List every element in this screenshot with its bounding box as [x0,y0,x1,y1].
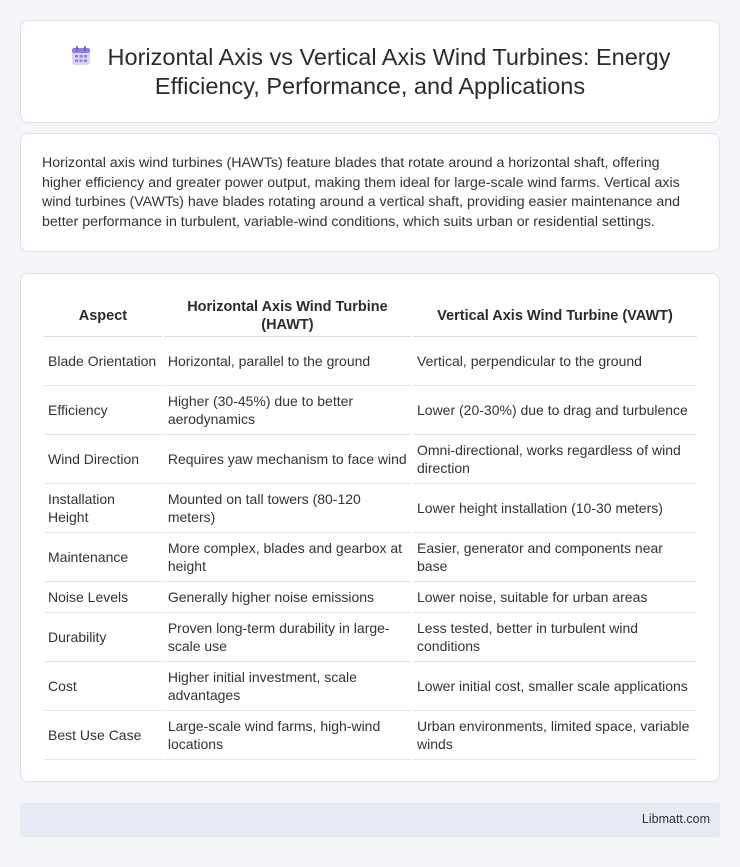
aspect-cell: Wind Direction [44,435,162,484]
aspect-cell: Maintenance [44,533,162,582]
aspect-cell: Cost [44,662,162,711]
vawt-cell: Lower height installation (10-30 meters) [413,484,697,533]
aspect-cell: Installation Height [44,484,162,533]
hawt-cell: Mounted on tall towers (80-120 meters) [164,484,411,533]
table-row [44,337,697,386]
footer-site-link[interactable]: Libmatt.com [641,812,710,826]
hawt-cell: Horizontal, parallel to the ground [164,337,411,386]
aspect-cell: Best Use Case [44,711,162,760]
table-row [44,533,697,582]
hawt-cell: Generally higher noise emissions [164,582,411,613]
page-title [61,43,679,101]
table-row [44,435,697,484]
table-row [44,613,697,662]
vawt-cell: Easier, generator and components near base [413,533,697,582]
vawt-cell: Lower initial cost, smaller scale applications [413,662,697,711]
summary-text: Horizontal axis wind turbines (HAWTs) feature blades that rotate around a horizontal shaft, offering higher efficiency and greater power output, making them ideal for large-scale wind farms. Vertical axis wind turbines (VAWTs) have blades rotating around a vertical shaft, providing easier maintenance and better performance in turbulent, variable-wind conditions, which suits urban or residential settings. [42,155,680,230]
hawt-cell: More complex, blades and gearbox at height [164,533,411,582]
table-row [44,484,697,533]
hawt-cell: Higher (30-45%) due to better aerodynamics [164,386,411,435]
table-row [44,386,697,435]
hawt-cell: Higher initial investment, scale advantages [164,662,411,711]
summary-card [20,133,720,252]
table-row [44,662,697,711]
comparison-card [20,273,720,782]
calendar-icon [70,45,92,67]
footer-bar [20,803,720,837]
table-row [44,711,697,760]
table-header-row [44,296,697,337]
aspect-cell: Efficiency [44,386,162,435]
title-card [20,20,720,123]
table-row [44,582,697,613]
vawt-cell: Urban environments, limited space, variable winds [413,711,697,760]
aspect-cell: Noise Levels [44,582,162,613]
vawt-cell: Vertical, perpendicular to the ground [413,337,697,386]
header-vawt: Vertical Axis Wind Turbine (VAWT) [413,296,697,337]
comparison-table [42,296,699,760]
vawt-cell: Lower noise, suitable for urban areas [413,582,697,613]
aspect-cell: Durability [44,613,162,662]
aspect-cell: Blade Orientation [44,337,162,386]
hawt-cell: Proven long-term durability in large-scale use [164,613,411,662]
vawt-cell: Omni-directional, works regardless of wind direction [413,435,697,484]
vawt-cell: Less tested, better in turbulent wind conditions [413,613,697,662]
header-aspect: Aspect [44,296,162,337]
header-hawt: Horizontal Axis Wind Turbine (HAWT) [164,296,411,337]
hawt-cell: Requires yaw mechanism to face wind [164,435,411,484]
hawt-cell: Large-scale wind farms, high-wind locations [164,711,411,760]
vawt-cell: Lower (20-30%) due to drag and turbulence [413,386,697,435]
page-title-text: Horizontal Axis vs Vertical Axis Wind Turbines: Energy Efficiency, Performance, and Applications [107,44,671,99]
